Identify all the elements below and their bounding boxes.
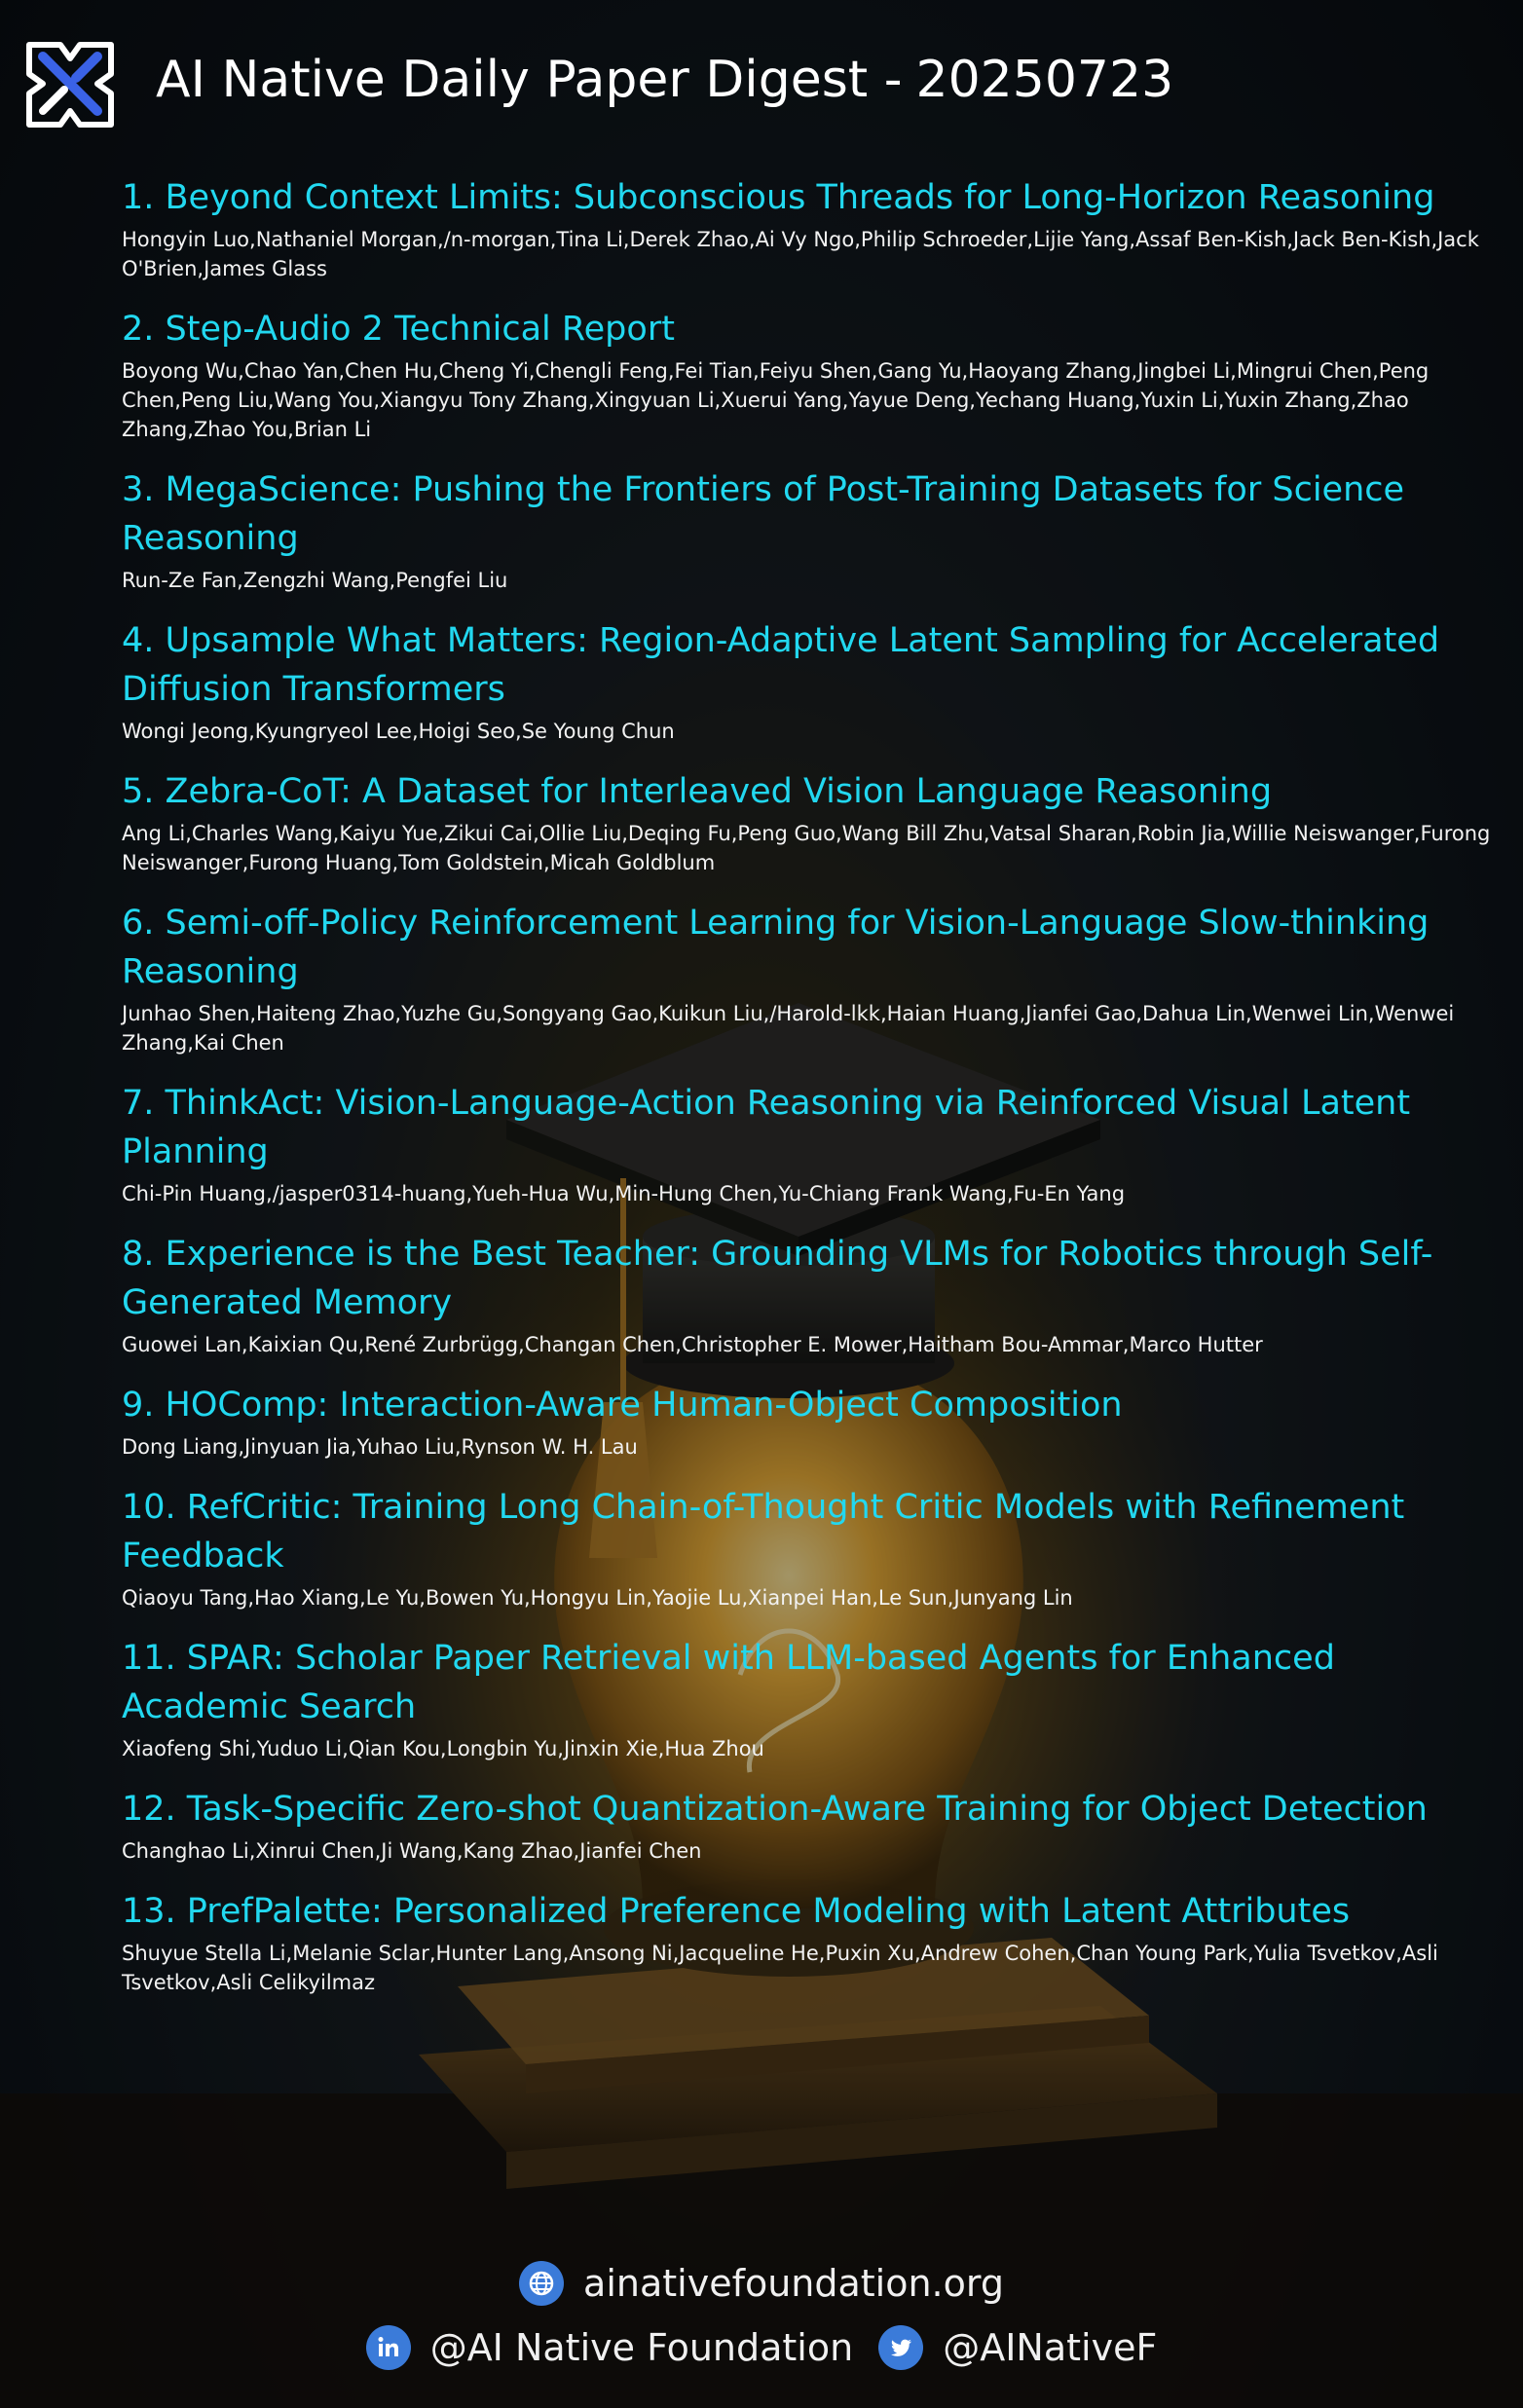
footer <box>0 2254 1523 2377</box>
paper-authors: Changhao Li,Xinrui Chen,Ji Wang,Kang Zhao,Jianfei Chen <box>122 1839 702 1863</box>
paper-authors: Ang Li,Charles Wang,Kaiyu Yue,Zikui Cai,Ollie Liu,Deqing Fu,Peng Guo,Wang Bill Zhu,Vatsal Sharan,Robin Jia,Willie Neiswanger,Furong Neiswanger,Furong Huang,Tom Goldstein,Micah Goldblum <box>122 822 1491 874</box>
paper-title-link[interactable]: 7. ThinkAct: Vision-Language-Action Reasoning via Reinforced Visual Latent Planning <box>122 1084 1411 1171</box>
paper-authors: Junhao Shen,Haiteng Zhao,Yuzhe Gu,Songyang Gao,Kuikun Liu,/Harold-lkk,Haian Huang,Jianfei Gao,Dahua Lin,Wenwei Lin,Wenwei Zhang,Kai Chen <box>122 1002 1455 1055</box>
paper-authors: Chi-Pin Huang,/jasper0314-huang,Yueh-Hua Wu,Min-Hung Chen,Yu-Chiang Frank Wang,Fu-En Yang <box>122 1182 1126 1205</box>
footer-row-social <box>0 2318 1523 2377</box>
ai-native-logo-icon <box>21 35 119 132</box>
paper-item <box>122 305 1504 444</box>
paper-authors: Qiaoyu Tang,Hao Xiang,Le Yu,Bowen Yu,Hongyu Lin,Yaojie Lu,Xianpei Han,Le Sun,Junyang Lin <box>122 1586 1073 1610</box>
header <box>0 0 1523 166</box>
paper-title-link[interactable]: 4. Upsample What Matters: Region-Adaptive Latent Sampling for Accelerated Diffusion Transformers <box>122 621 1440 709</box>
website-link[interactable] <box>519 2261 1004 2306</box>
paper-item <box>122 1483 1504 1612</box>
title-text: AI Native Daily Paper Digest - <box>156 51 903 109</box>
twitter-link[interactable] <box>878 2325 1157 2370</box>
paper-authors: Hongyin Luo,Nathaniel Morgan,/n-morgan,Tina Li,Derek Zhao,Ai Vy Ngo,Philip Schroeder,Lijie Yang,Assaf Ben-Kish,Jack Ben-Kish,Jack O'Brien,James Glass <box>122 228 1479 280</box>
paper-item <box>122 1785 1504 1866</box>
paper-authors: Boyong Wu,Chao Yan,Chen Hu,Cheng Yi,Chengli Feng,Fei Tian,Feiyu Shen,Gang Yu,Haoyang Zhang,Jingbei Li,Mingrui Chen,Peng Chen,Peng Liu,Wang You,Xiangyu Tony Zhang,Xingyuan Li,Xuerui Yang,Yayue Deng,Yechang Huang,Yuxin Li,Yuxin Zhang,Zhao Zhang,Zhao You,Brian Li <box>122 359 1430 441</box>
paper-title-link[interactable]: 5. Zebra-CoT: A Dataset for Interleaved Vision Language Reasoning <box>122 772 1273 811</box>
paper-title-link[interactable]: 13. PrefPalette: Personalized Preference Modeling with Latent Attributes <box>122 1892 1351 1931</box>
paper-authors: Guowei Lan,Kaixian Qu,René Zurbrügg,Changan Chen,Christopher E. Mower,Haitham Bou-Ammar,Marco Hutter <box>122 1333 1263 1356</box>
paper-title-link[interactable]: 3. MegaScience: Pushing the Frontiers of Post-Training Datasets for Science Reasoning <box>122 470 1405 558</box>
page-title <box>156 51 1173 109</box>
website-text: ainativefoundation.org <box>583 2262 1004 2305</box>
paper-item <box>122 173 1504 283</box>
paper-title-link[interactable]: 1. Beyond Context Limits: Subconscious Threads for Long-Horizon Reasoning <box>122 178 1435 217</box>
paper-authors: Run-Ze Fan,Zengzhi Wang,Pengfei Liu <box>122 569 508 592</box>
paper-title-link[interactable]: 6. Semi-off-Policy Reinforcement Learning for Vision-Language Slow-thinking Reasoning <box>122 904 1430 991</box>
twitter-icon <box>878 2325 923 2370</box>
paper-authors: Dong Liang,Jinyuan Jia,Yuhao Liu,Rynson W. H. Lau <box>122 1435 638 1459</box>
paper-item <box>122 899 1504 1057</box>
paper-authors: Xiaofeng Shi,Yuduo Li,Qian Kou,Longbin Yu,Jinxin Xie,Hua Zhou <box>122 1737 764 1760</box>
globe-icon <box>519 2261 564 2306</box>
paper-title-link[interactable]: 12. Task-Specific Zero-shot Quantization-Aware Training for Object Detection <box>122 1790 1428 1829</box>
paper-item <box>122 1887 1504 1997</box>
paper-item <box>122 465 1504 595</box>
paper-title-link[interactable]: 2. Step-Audio 2 Technical Report <box>122 310 675 349</box>
paper-item <box>122 1634 1504 1763</box>
paper-title-link[interactable]: 10. RefCritic: Training Long Chain-of-Thought Critic Models with Refinement Feedback <box>122 1488 1405 1575</box>
paper-authors: Wongi Jeong,Kyungryeol Lee,Hoigi Seo,Se Young Chun <box>122 720 675 743</box>
paper-title-link[interactable]: 9. HOComp: Interaction-Aware Human-Object Composition <box>122 1386 1123 1425</box>
paper-item <box>122 616 1504 746</box>
paper-authors: Shuyue Stella Li,Melanie Sclar,Hunter Lang,Ansong Ni,Jacqueline He,Puxin Xu,Andrew Cohen,Chan Young Park,Yulia Tsvetkov,Asli Tsvetkov,Asli Celikyilmaz <box>122 1942 1438 1994</box>
paper-list <box>122 173 1504 2019</box>
paper-title-link[interactable]: 11. SPAR: Scholar Paper Retrieval with LLM-based Agents for Enhanced Academic Search <box>122 1639 1335 1726</box>
paper-item <box>122 1079 1504 1208</box>
paper-item <box>122 1381 1504 1462</box>
twitter-text: @AINativeF <box>943 2326 1158 2369</box>
paper-item <box>122 1230 1504 1359</box>
paper-title-link[interactable]: 8. Experience is the Best Teacher: Grounding VLMs for Robotics through Self-Generated Memory <box>122 1235 1433 1322</box>
paper-item <box>122 767 1504 877</box>
linkedin-link[interactable] <box>366 2325 854 2370</box>
linkedin-text: @AI Native Foundation <box>429 2326 854 2369</box>
footer-row-website <box>0 2254 1523 2313</box>
title-date: 20250723 <box>915 51 1174 109</box>
linkedin-icon <box>366 2325 411 2370</box>
